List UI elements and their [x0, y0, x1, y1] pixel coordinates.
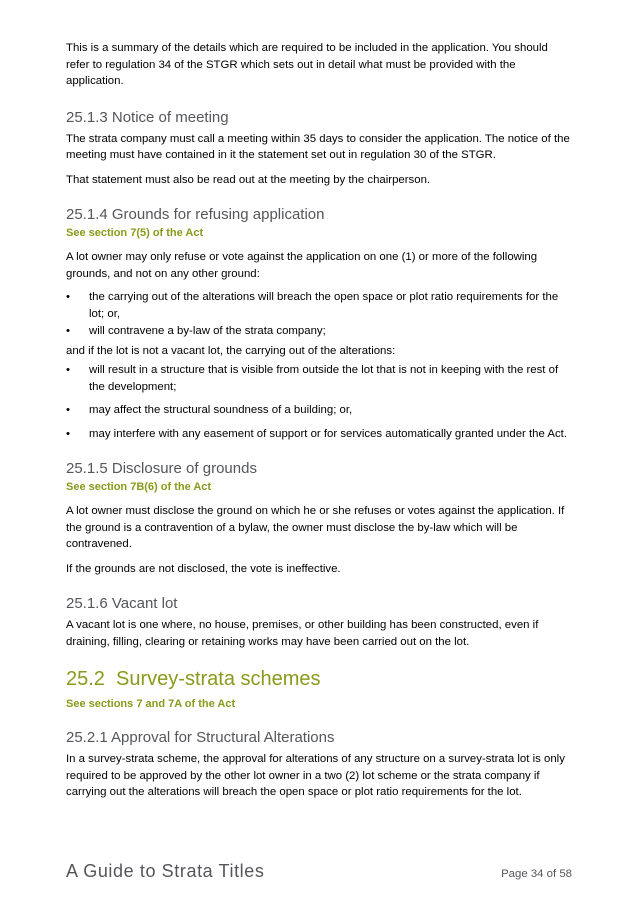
notice-paragraph-1: The strata company must call a meeting within 35 days to consider the application. The notice of the meeting must have contained in it the statement set out in regulation 30 of the STGR.: [66, 132, 570, 161]
list-item-text: will result in a structure that is visible from outside the lot that is not in keeping with the rest of the development;: [89, 364, 559, 393]
disclosure-paragraph-1: A lot owner must disclose the ground on which he or she refuses or votes against the application. If the ground is a contravention of a bylaw, the owner must disclose the by-law which will be contravened.: [66, 505, 565, 550]
heading-survey-strata-schemes: 25.2 Survey-strata schemes: [66, 668, 321, 690]
page-content: [66, 40, 574, 801]
heading-vacant-lot: 25.1.6 Vacant lot: [66, 595, 178, 612]
grounds-paragraph-1: A lot owner may only refuse or vote against the application on one (1) or more of the following grounds, and not on any other ground:: [66, 251, 538, 280]
intro-paragraph: This is a summary of the details which are required to be included in the application. You should refer to regulation 34 of the STGR which sets out in detail what must be provided with the application.: [66, 42, 548, 87]
heading-approval-structural-alterations: 25.2.1 Approval for Structural Alterations: [66, 729, 335, 746]
heading-notice-of-meeting: 25.1.3 Notice of meeting: [66, 108, 229, 126]
bullet-icon: •: [66, 404, 70, 416]
grounds-list-2: [66, 362, 574, 442]
list-item-text: may interfere with any easement of support or for services automatically granted under the Act.: [89, 427, 568, 440]
notice-paragraph-2: That statement must also be read out at the meeting by the chairperson.: [66, 173, 431, 186]
list-item: [66, 426, 574, 443]
heading-disclosure-of-grounds: 25.1.5 Disclosure of grounds: [66, 460, 257, 477]
list-item: [66, 362, 574, 395]
list-item: [66, 323, 574, 340]
footer-page-number: Page 34 of 58: [501, 868, 572, 880]
vacant-lot-paragraph: A vacant lot is one where, no house, premises, or other building has been constructed, even if draining, filling, clearing or retaining works may have been carried out on the lot.: [66, 619, 539, 648]
heading-grounds-for-refusing: 25.1.4 Grounds for refusing application: [66, 206, 325, 223]
reference-section-7b-6: See section 7B(6) of the Act: [66, 481, 212, 493]
bullet-icon: •: [66, 291, 70, 303]
bullet-icon: •: [66, 427, 70, 440]
list-item: [66, 402, 574, 419]
list-item-text: the carrying out of the alterations will breach the open space or plot ratio requirements for the lot; or,: [89, 291, 559, 320]
reference-sections-7-7a: See sections 7 and 7A of the Act: [66, 698, 236, 710]
page-footer: [66, 858, 572, 882]
list-item-text: will contravene a by-law of the strata company;: [89, 325, 326, 337]
grounds-list-1: [66, 289, 574, 340]
bullet-icon: •: [66, 364, 70, 376]
list-item-text: may affect the structural soundness of a building; or,: [89, 404, 353, 416]
disclosure-paragraph-2: If the grounds are not disclosed, the vote is ineffective.: [66, 562, 341, 575]
footer-document-title: A Guide to Strata Titles: [66, 861, 265, 881]
approval-paragraph: In a survey-strata scheme, the approval for alterations of any structure on a survey-strata lot is only required to be approved by the other lot owner in a two (2) lot scheme or the strata company if carrying out the alterations will breach the open space or plot ratio requirements for the lot.: [66, 753, 565, 798]
grounds-paragraph-2: and if the lot is not a vacant lot, the carrying out of the alterations:: [66, 344, 396, 357]
reference-section-7-5: See section 7(5) of the Act: [66, 227, 204, 239]
bullet-icon: •: [66, 325, 70, 337]
list-item: [66, 289, 574, 322]
